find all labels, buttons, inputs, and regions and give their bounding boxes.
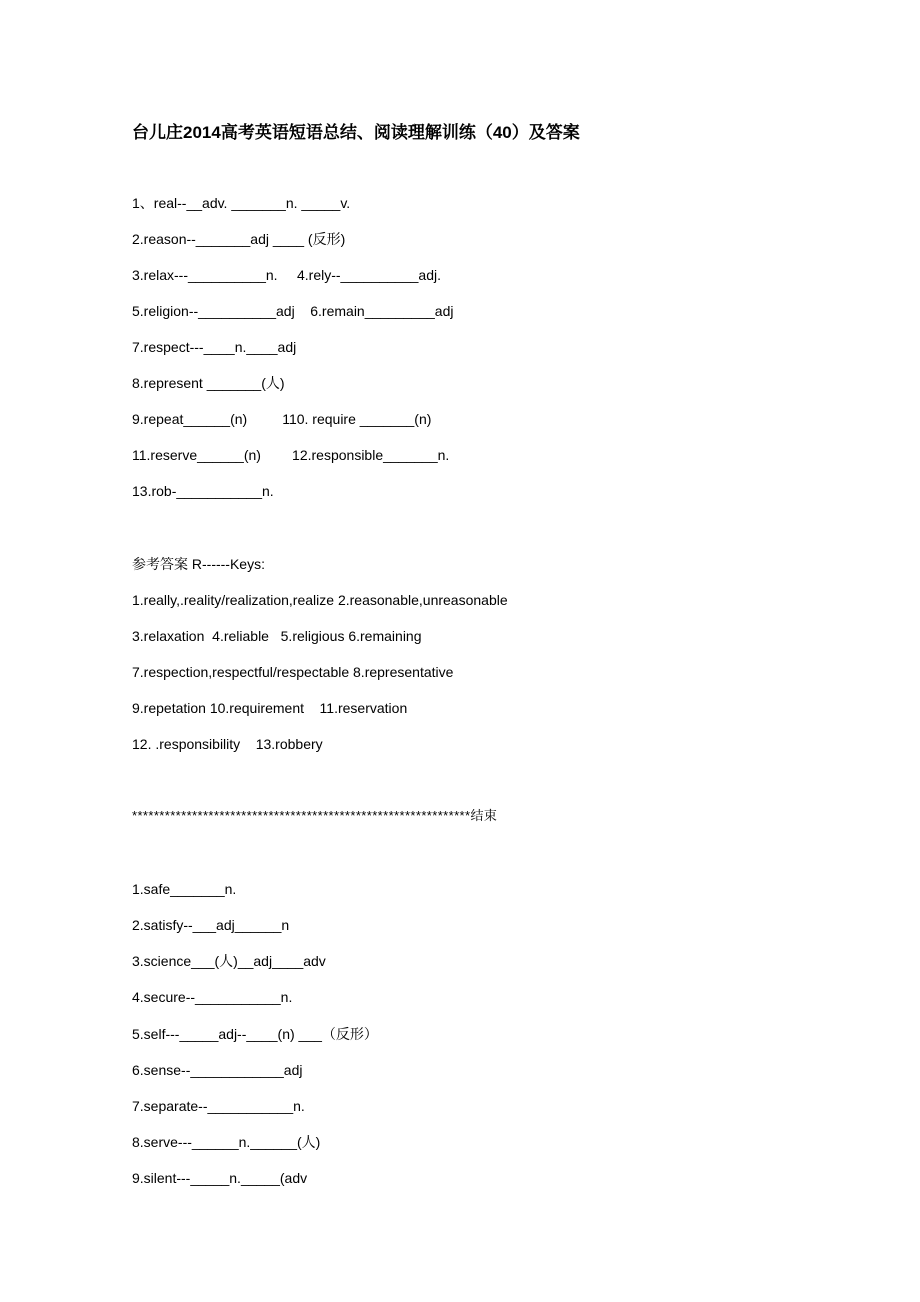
exercise2-item-4: 4.secure--___________n. bbox=[132, 989, 293, 1005]
exercise2-item-1: 1.safe_______n. bbox=[132, 881, 237, 897]
answer-line-3: 7.respection,respectful/respectable 8.representative bbox=[132, 664, 454, 680]
exercise2-item-6: 6.sense--____________adj bbox=[132, 1062, 303, 1078]
exercise1-item-7: 9.repeat______(n) 110. require _______(n) bbox=[132, 411, 432, 427]
answer-line-1: 1.really,.reality/realization,realize 2.reasonable,unreasonable bbox=[132, 592, 508, 608]
answer-line-4: 9.repetation 10.requirement 11.reservation bbox=[132, 700, 408, 716]
exercise1-item-4: 5.religion--__________adj 6.remain_________adj bbox=[132, 303, 454, 319]
exercise1-item-5: 7.respect---____n.____adj bbox=[132, 339, 297, 355]
exercise2-item-7: 7.separate--___________n. bbox=[132, 1098, 305, 1114]
document-title: 台儿庄2014高考英语短语总结、阅读理解训练（40）及答案 bbox=[132, 123, 580, 142]
exercise1-item-3: 3.relax---__________n. 4.rely--__________adj. bbox=[132, 267, 441, 283]
section-separator: **************************************************************结束 bbox=[132, 808, 498, 823]
exercise2-item-2: 2.satisfy--___adj______n bbox=[132, 917, 290, 933]
exercise1-item-6: 8.represent _______(人) bbox=[132, 375, 285, 391]
answer-line-2: 3.relaxation 4.reliable 5.religious 6.remaining bbox=[132, 628, 422, 644]
exercise2-item-8: 8.serve---______n.______(人) bbox=[132, 1134, 321, 1150]
answer-line-5: 12. .responsibility 13.robbery bbox=[132, 736, 323, 752]
exercise2-item-3: 3.science___(人)__adj____adv bbox=[132, 953, 326, 969]
exercise1-item-2: 2.reason--_______adj ____ (反形) bbox=[132, 231, 346, 247]
answers-heading: 参考答案 R------Keys: bbox=[132, 556, 265, 572]
exercise1-item-9: 13.rob-___________n. bbox=[132, 483, 274, 499]
exercise2-item-5: 5.self---_____adj--____(n) ___（反形） bbox=[132, 1026, 378, 1042]
exercise1-item-8: 11.reserve______(n) 12.responsible_______n. bbox=[132, 447, 450, 463]
exercise2-item-9: 9.silent---_____n._____(adv bbox=[132, 1170, 308, 1186]
exercise1-item-1: 1、real--__adv. _______n. _____v. bbox=[132, 195, 351, 211]
